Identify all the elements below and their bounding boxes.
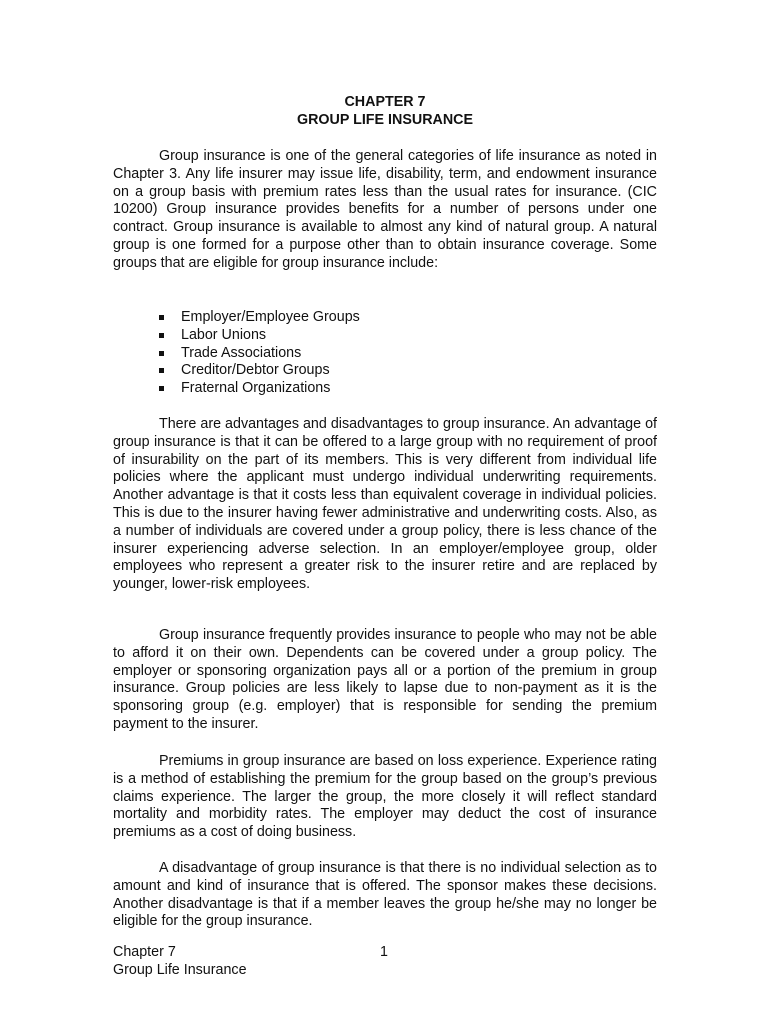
square-bullet-icon (159, 351, 164, 356)
square-bullet-icon (159, 368, 164, 373)
paragraph-affordability: Group insurance frequently provides insurance to people who may not be able to afford it on their own. Dependents can be covered under a group policy. The employer or sponsoring organization pays all or a portion of the premium in group insurance. Group policies are less likely to lapse due to non-payment as it is the sponsoring group (e.g. employer) that is responsible for sending the premium payment to the insurer. (113, 627, 657, 732)
list-item (158, 309, 360, 327)
list-item-label: Employer/Employee Groups (181, 309, 360, 325)
list-item (158, 380, 360, 398)
paragraph-disadvantages: A disadvantage of group insurance is that there is no individual selection as to amount and kind of insurance that is offered. The sponsor makes these decisions. Another disadvantage is that if a member leaves the group he/she may no longer be eligible for the group insurance. (113, 860, 657, 930)
list-item-label: Labor Unions (181, 326, 267, 343)
square-bullet-icon (159, 315, 164, 320)
page-number: 1 (380, 944, 388, 960)
page-footer (113, 944, 247, 980)
footer-chapter: Chapter 7 (113, 944, 176, 960)
list-item-label: Trade Associations (181, 344, 302, 361)
square-bullet-icon (159, 386, 164, 391)
eligible-groups-list (158, 309, 360, 398)
list-item-label: Creditor/Debtor Groups (181, 362, 330, 379)
paragraph-advantages: There are advantages and disadvantages to group insurance. An advantage of group insurance is that it can be offered to a large group with no requirement of proof of insurability on the part of its members. This is very different from individual life policies where the applicant must undergo individual underwriting requirements. Another advantage is that it costs less than equivalent coverage in individual policies. This is due to the insurer having fewer administrative and underwriting costs. Also, as a number of individuals are covered under a group policy, there is less chance of the insurer experiencing adverse selection. In an employer/employee group, older employees who represent a greater risk to the insurer retire and are replaced by younger, lower-risk employees. (113, 416, 657, 593)
chapter-title: GROUP LIFE INSURANCE (296, 112, 474, 128)
paragraph-premiums: Premiums in group insurance are based on loss experience. Experience rating is a method of establishing the premium for the group based on the group’s previous claims experience. The larger the group, the more closely it will reflect standard mortality and morbidity rates. The employer may deduct the cost of insurance premiums as a cost of doing business. (113, 753, 657, 841)
list-item-label: Fraternal Organizations (181, 380, 331, 397)
list-item (158, 327, 360, 345)
chapter-heading: CHAPTER 7 (344, 94, 426, 110)
square-bullet-icon (159, 333, 164, 338)
list-item (158, 362, 360, 380)
list-item (158, 345, 360, 363)
paragraph-intro: Group insurance is one of the general categories of life insurance as noted in Chapter 3. Any life insurer may issue life, disability, term, and endowment insurance on a group basis with premium rates less than the usual rates for insurance. (CIC 10200) Group insurance provides benefits for a number of persons under one contract. Group insurance is available to almost any kind of natural group. A natural group is one formed for a purpose other than to obtain insurance coverage. Some groups that are eligible for group insurance include: (113, 148, 657, 271)
footer-title: Group Life Insurance (113, 961, 247, 978)
